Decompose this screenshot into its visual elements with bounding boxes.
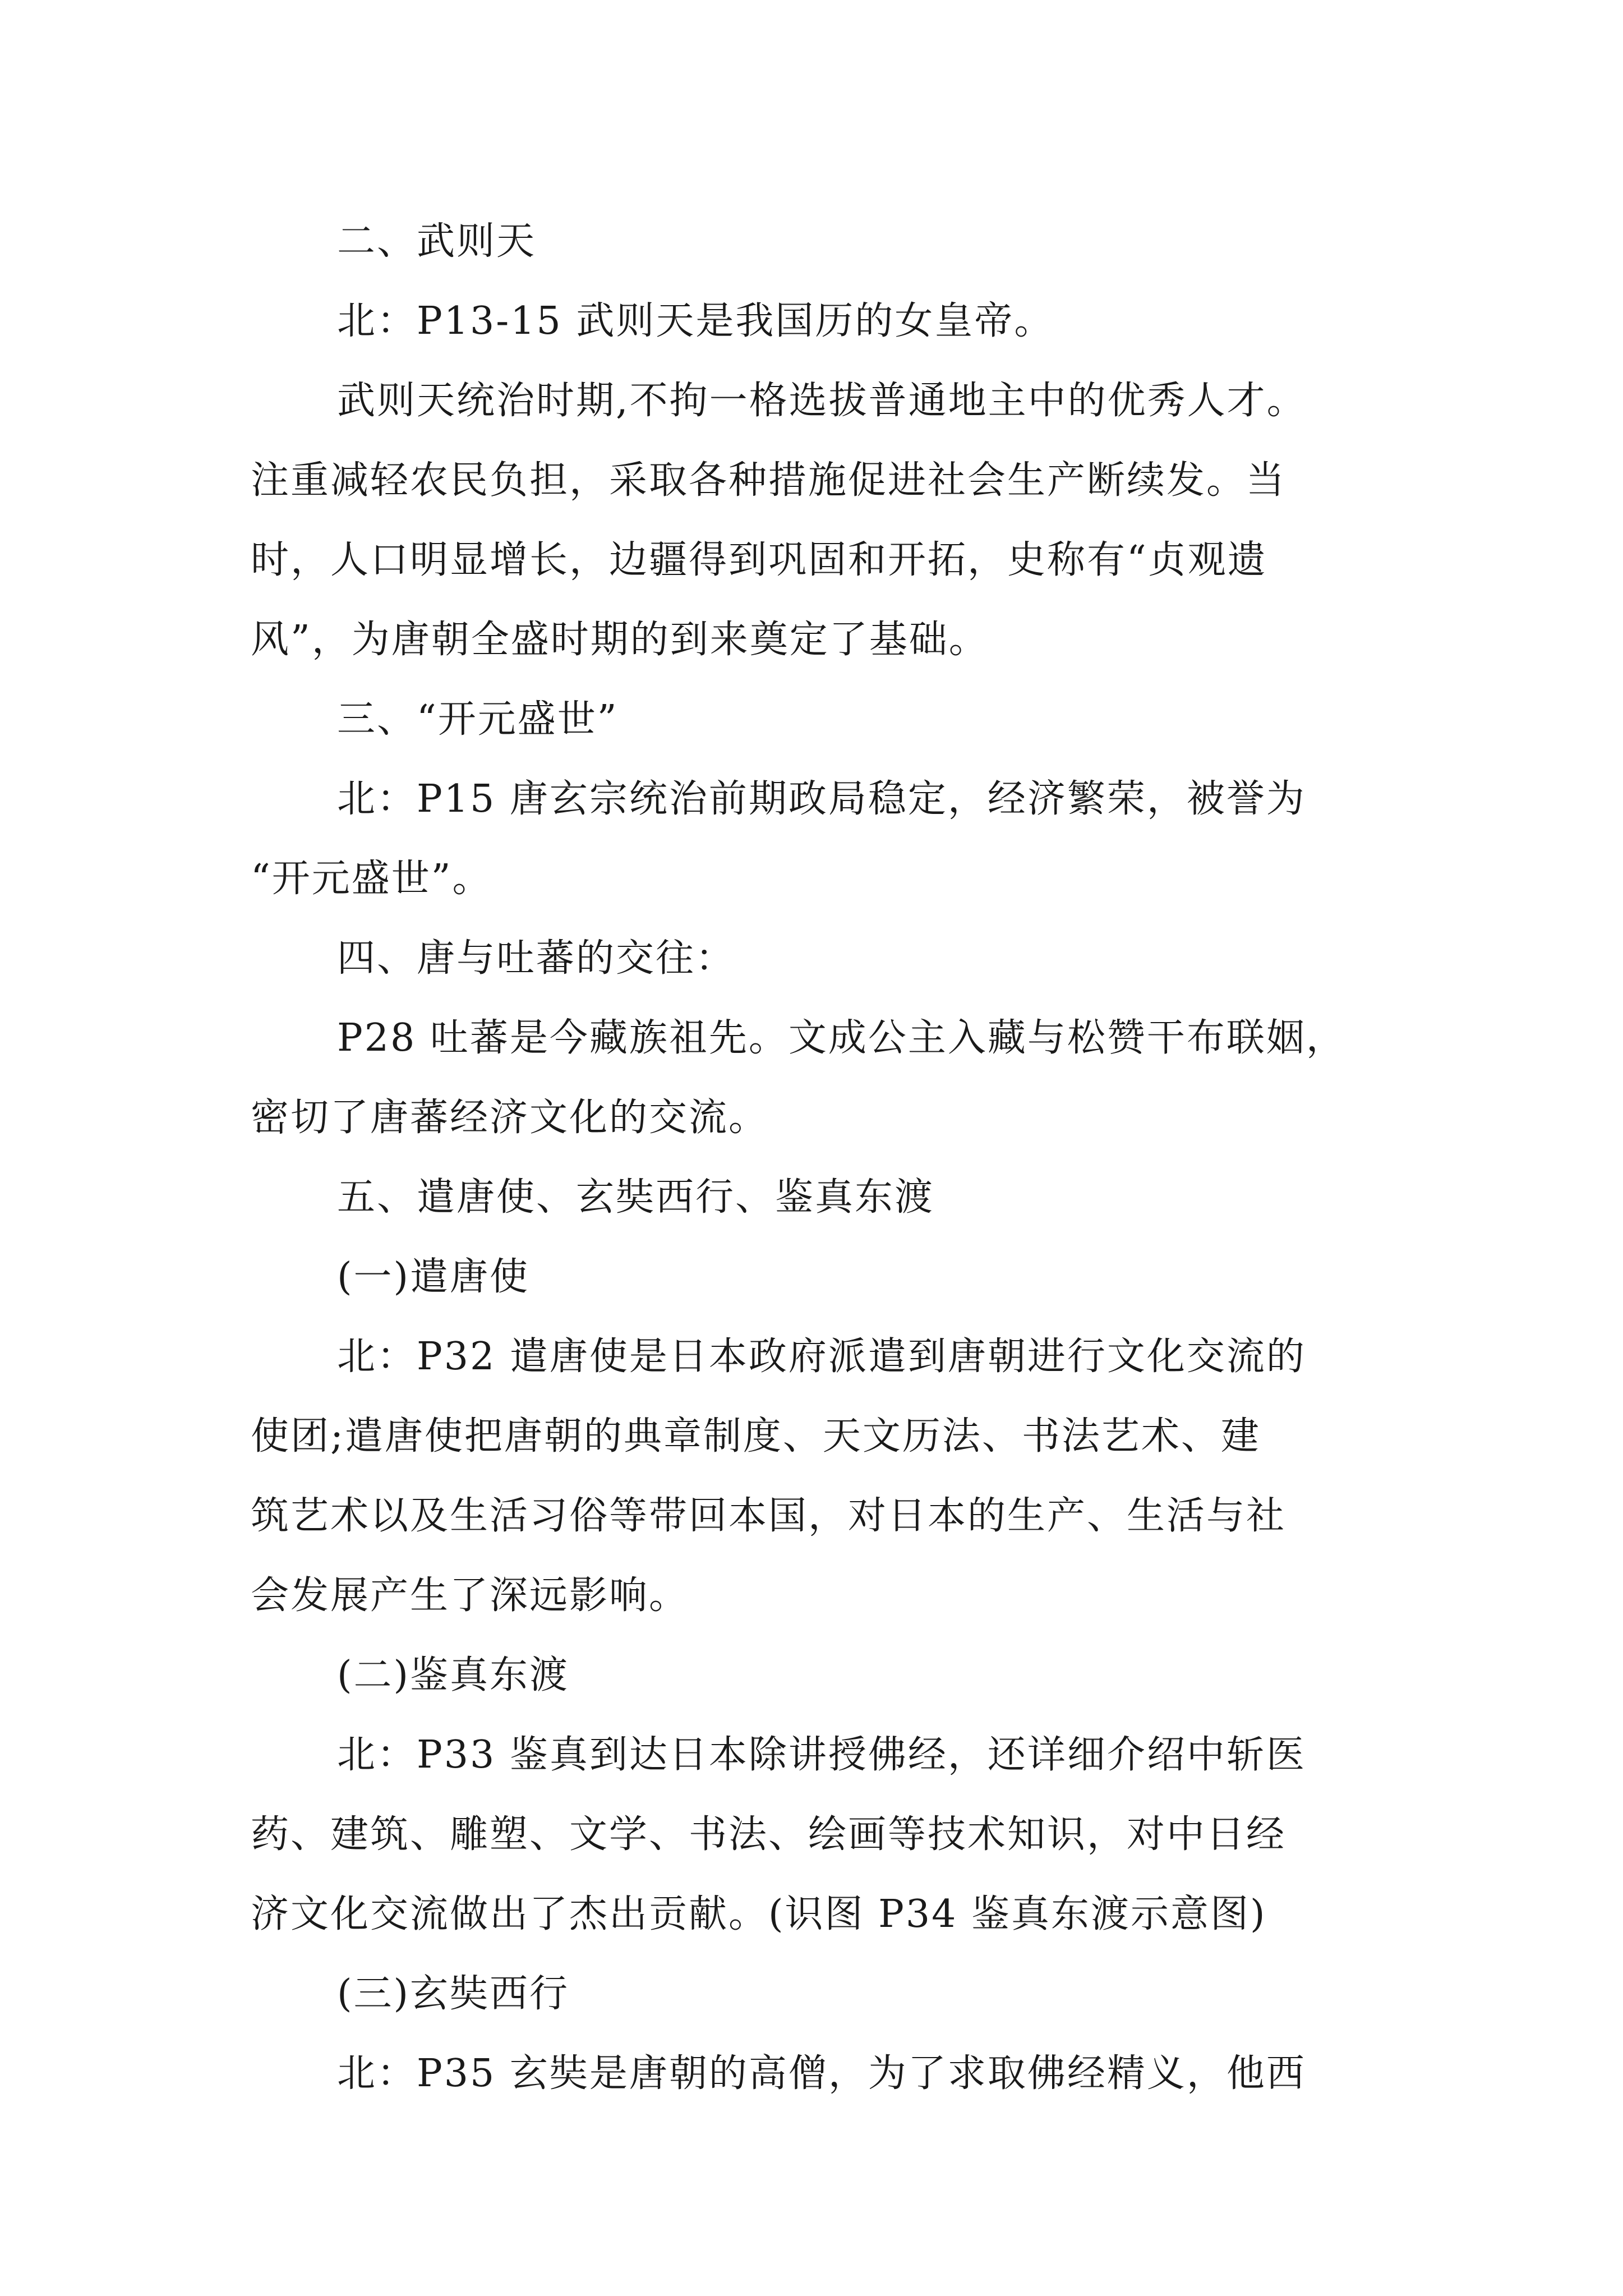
heading-wu-zetian: 二、武则天	[337, 219, 537, 264]
subheading-jianzhen: (二)鉴真东渡	[337, 1653, 570, 1697]
heading-tubo: 四、唐与吐蕃的交往：	[337, 936, 736, 981]
paragraph-line: 北：P33 鉴真到达日本除讲授佛经，还详细介绍中斩医	[337, 1733, 1306, 1777]
paragraph-line: 时，人口明显增长，边疆得到巩固和开拓，史称有“贞观遗	[251, 538, 1267, 582]
paragraph-line: 武则天统治时期,不拘一格选拔普通地主中的优秀人才。	[337, 379, 1307, 423]
paragraph-line: 注重减轻农民负担，采取各种措施促进社会生产断续发。当	[251, 458, 1287, 503]
document-body	[251, 202, 1406, 2114]
paragraph-line: “开元盛世”。	[251, 857, 492, 901]
subheading-envoys: (一)遣唐使	[337, 1255, 530, 1299]
paragraph-line: 药、建筑、雕塑、文学、书法、绘画等技术知识，对中日经	[251, 1812, 1287, 1857]
paragraph-line: 北：P35 玄奘是唐朝的高僧，为了求取佛经精义，他西	[337, 2051, 1306, 2096]
paragraph-line: 风”，为唐朝全盛时期的到来奠定了基础。	[251, 618, 989, 662]
paragraph-line: P28 吐蕃是今藏族祖先。文成公主入藏与松赞干布联姻，	[337, 1016, 1346, 1060]
paragraph-line: 北：P15 唐玄宗统治前期政局稳定，经济繁荣，被誉为	[337, 777, 1306, 821]
heading-kaiyuan: 三、“开元盛世”	[337, 697, 619, 742]
paragraph-line: 北：P32 遣唐使是日本政府派遣到唐朝进行文化交流的	[337, 1335, 1306, 1379]
paragraph-line: 密切了唐蕃经济文化的交流。	[251, 1096, 769, 1140]
paragraph-line: 济文化交流做出了杰出贡献。(识图 P34 鉴真东渡示意图)	[251, 1892, 1267, 1936]
paragraph-line: 会发展产生了深远影响。	[251, 1573, 689, 1618]
subheading-xuanzang: (三)玄奘西行	[337, 1972, 570, 2016]
paragraph-line: 筑艺术以及生活习俗等带回本国，对日本的生产、生活与社	[251, 1494, 1287, 1538]
paragraph-line: 北：P13-15 武则天是我国历的女皇帝。	[337, 299, 1054, 343]
paragraph-line: 使团;遣唐使把唐朝的典章制度、天文历法、书法艺术、建	[251, 1414, 1261, 1458]
heading-exchanges: 五、遣唐使、玄奘西行、鉴真东渡	[337, 1175, 935, 1220]
